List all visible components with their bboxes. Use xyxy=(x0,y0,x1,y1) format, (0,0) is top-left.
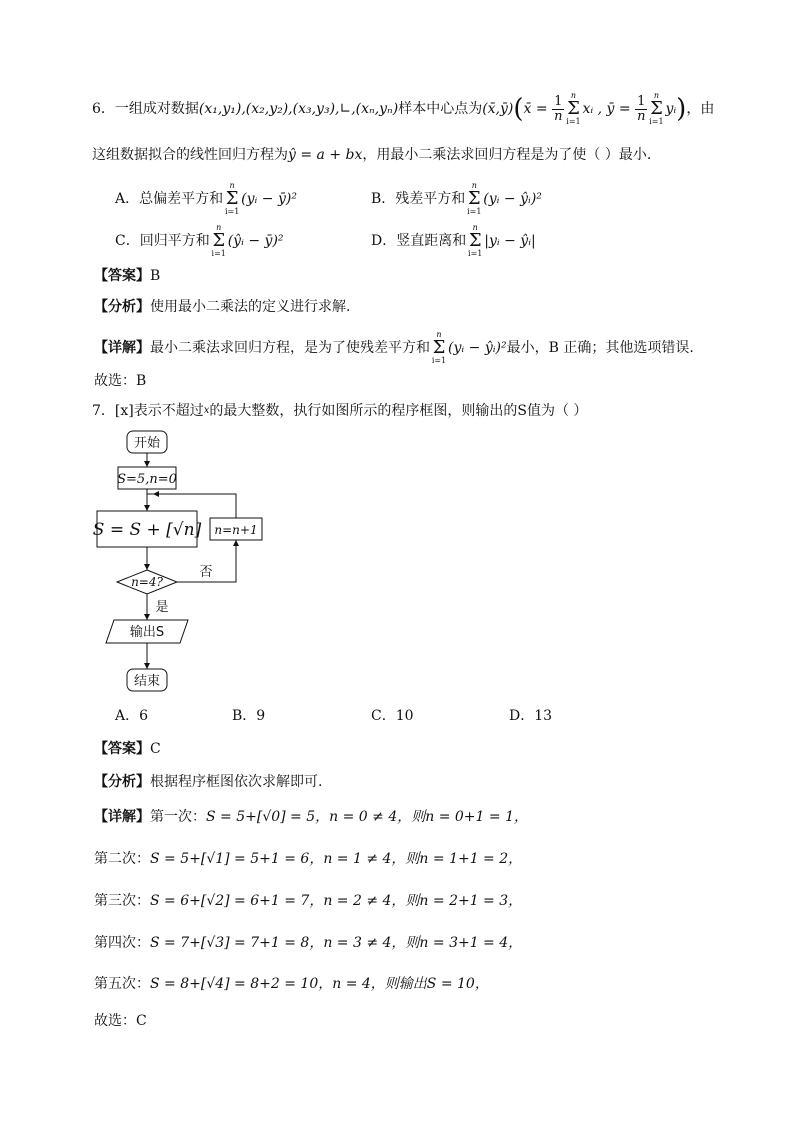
flow-yes-label: 是 xyxy=(155,600,169,615)
q7-option-b: B．9 xyxy=(232,708,266,724)
q7-step-4: 第四次：S = 7+[√3] = 7+1 = 8，n = 3 ≠ 4，则n = 3+1 = 4， xyxy=(94,935,523,951)
q7-answer: 【答案】C xyxy=(94,741,161,757)
q6-option-b: B．残差平方和 n Σ i=1 (yᵢ − ŷᵢ)² xyxy=(371,181,542,216)
flow-process-label: S = S + [√n] xyxy=(92,520,202,540)
q6-detail: 【详解】最小二乘法求回归方程，是为了使残差平方和 n Σ i=1 (yᵢ − ŷᵢ)²最小，B 正确；其他选项错误. xyxy=(94,330,694,365)
q6-pairs: (x₁,y₁),(x₂,y₂),(x₃,y₃),∟,(xₙ,yₙ) xyxy=(198,101,399,117)
q7-step-1: 【详解】第一次：S = 5+[√0] = 5，n = 0 ≠ 4，则n = 0+1 = 1， xyxy=(94,809,528,825)
flow-increment-label: n=n+1 xyxy=(214,523,258,537)
q6-line1: 6．一组成对数据(x₁,y₁),(x₂,y₂),(x₃,y₃),∟,(xₙ,yₙ)样本中心点为(x̄,ȳ)(x̄ = $\frac{1}{n}$ n Σ i=1 xᵢ , ȳ = $\frac{1}{n}$ n Σ i=1 yᵢ)，由 xyxy=(92,91,715,126)
q6-line1-pre: 一组成对数据 xyxy=(114,101,199,117)
q6-analysis: 【分析】使用最小二乘法的定义进行求解. xyxy=(94,299,351,315)
q6-option-c: C．回归平方和 n Σ i=1 (ŷᵢ − ȳ)² xyxy=(115,223,284,258)
q6-line1-end: ，由 xyxy=(686,101,715,117)
q6-answer: 【答案】B xyxy=(94,268,161,284)
q6-center: (x̄,ȳ) xyxy=(482,101,514,117)
flowchart xyxy=(90,425,290,695)
flow-start-label: 开始 xyxy=(133,436,161,451)
q7-analysis: 【分析】根据程序框图依次求解即可. xyxy=(94,774,323,790)
q6-number: 6． xyxy=(92,101,115,117)
q6-pick: 故选：B xyxy=(94,373,147,389)
flow-decision-label: n=4? xyxy=(131,575,163,589)
q6-equation: ŷ = a + bx xyxy=(288,147,363,163)
q7-step-2: 第二次：S = 5+[√1] = 5+1 = 6，n = 1 ≠ 4，则n = 1+1 = 2， xyxy=(94,851,523,867)
q6-line2-pre: 这组数据拟合的线性回归方程为 xyxy=(92,147,288,163)
q7-option-c: C．10 xyxy=(371,708,414,724)
q7-step-5: 第五次：S = 8+[√4] = 8+2 = 10，n = 4，则输出S = 10， xyxy=(94,976,489,992)
q6-option-d: D．竖直距离和 n Σ i=1 |yᵢ − ŷᵢ| xyxy=(371,223,536,258)
flow-output-label: 输出S xyxy=(129,625,165,640)
q7-option-d: D．13 xyxy=(509,708,553,724)
q7-pick: 故选：C xyxy=(94,1013,147,1029)
q6-option-a: A．总偏差平方和 n Σ i=1 (yᵢ − ȳ)² xyxy=(115,181,297,216)
flow-no-label: 否 xyxy=(199,565,213,580)
flow-init-label: S=5,n=0 xyxy=(117,472,177,487)
q6-line2-end: ，用最小二乘法求回归方程是为了使（ ）最小. xyxy=(362,147,652,163)
q6-line2 xyxy=(92,144,651,166)
q7-stem: 7．[x]表示不超过$^x$的最大整数，执行如图所示的程序框图，则输出的S值为（ ） xyxy=(92,403,588,419)
q7-step-3: 第三次：S = 6+[√2] = 6+1 = 7，n = 2 ≠ 4，则n = 2+1 = 3， xyxy=(94,893,523,909)
q7-option-a: A．6 xyxy=(115,708,149,724)
flow-end-label: 结束 xyxy=(133,674,161,689)
q6-line1-mid: 样本中心点为 xyxy=(398,101,483,117)
